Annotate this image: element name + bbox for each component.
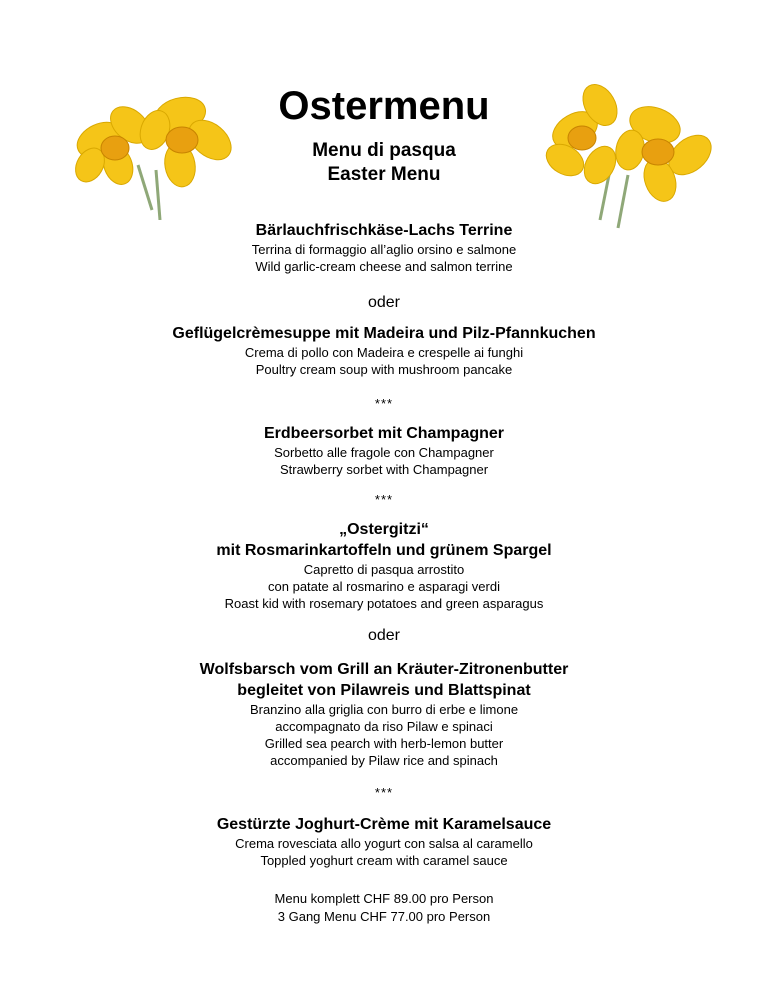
menu-title: Ostermenu xyxy=(278,84,490,128)
menu-subtitle-english: Easter Menu xyxy=(327,164,441,185)
dish-description-en: Wild garlic-cream cheese and salmon terrine xyxy=(255,259,513,274)
dish-description-en: Roast kid with rosemary potatoes and green asparagus xyxy=(224,596,544,611)
price-three-course: 3 Gang Menu CHF 77.00 pro Person xyxy=(277,909,491,924)
dish-title-line-1: Wolfsbarsch vom Grill an Kräuter-Zitronenbutter xyxy=(199,661,569,678)
price-full-menu: Menu komplett CHF 89.00 pro Person xyxy=(274,891,494,906)
dish-description-en-2: accompanied by Pilaw rice and spinach xyxy=(270,753,498,768)
oder-separator: oder xyxy=(367,627,401,644)
dish-description-it-2: accompagnato da riso Pilaw e spinaci xyxy=(275,719,493,734)
course-sorbet xyxy=(0,423,768,478)
dish-title-line-2: mit Rosmarinkartoffeln und grünem Spargel xyxy=(216,542,552,559)
dish-title: Geflügelcrèmesuppe mit Madeira und Pilz-Pfannkuchen xyxy=(172,325,596,342)
dish-description-en: Poultry cream soup with mushroom pancake xyxy=(255,362,513,377)
course-main-1 xyxy=(0,519,768,612)
dish-description-en: Toppled yoghurt cream with caramel sauce xyxy=(260,853,508,868)
dish-description-en-1: Grilled sea pearch with herb-lemon butter xyxy=(264,736,504,751)
dish-title: Gestürzte Joghurt-Crème mit Karamelsauce xyxy=(216,816,552,833)
dish-description-it-1: Branzino alla griglia con burro di erbe e limone xyxy=(249,702,519,717)
dish-description-en: Strawberry sorbet with Champagner xyxy=(279,462,489,477)
dish-description-it: Terrina di formaggio all’aglio orsino e salmone xyxy=(251,242,517,257)
dish-title-line-1: „Ostergitzi“ xyxy=(339,521,429,538)
dish-title: Bärlauchfrischkäse-Lachs Terrine xyxy=(255,222,513,239)
dish-description-it: Crema di pollo con Madeira e crespelle ai funghi xyxy=(244,345,524,360)
dish-description-it-2: con patate al rosmarino e asparagi verdi xyxy=(268,579,500,594)
course-separator: *** xyxy=(374,492,394,507)
dish-title-line-2: begleitet von Pilawreis und Blattspinat xyxy=(237,682,531,699)
course-separator: *** xyxy=(374,396,394,411)
course-dessert xyxy=(0,814,768,869)
menu-subtitle-italian: Menu di pasqua xyxy=(312,140,456,161)
course-starter-2 xyxy=(0,323,768,378)
dish-description-it: Crema rovesciata allo yogurt con salsa al caramello xyxy=(235,836,533,851)
dish-description-it: Sorbetto alle fragole con Champagner xyxy=(274,445,494,460)
oder-separator: oder xyxy=(367,294,401,311)
dish-description-it-1: Capretto di pasqua arrostito xyxy=(303,562,465,577)
course-separator: *** xyxy=(374,785,394,800)
pricing-section xyxy=(0,890,768,926)
dish-title: Erdbeersorbet mit Champagner xyxy=(263,425,505,442)
course-main-2 xyxy=(0,659,768,769)
course-starter-1 xyxy=(0,220,768,275)
